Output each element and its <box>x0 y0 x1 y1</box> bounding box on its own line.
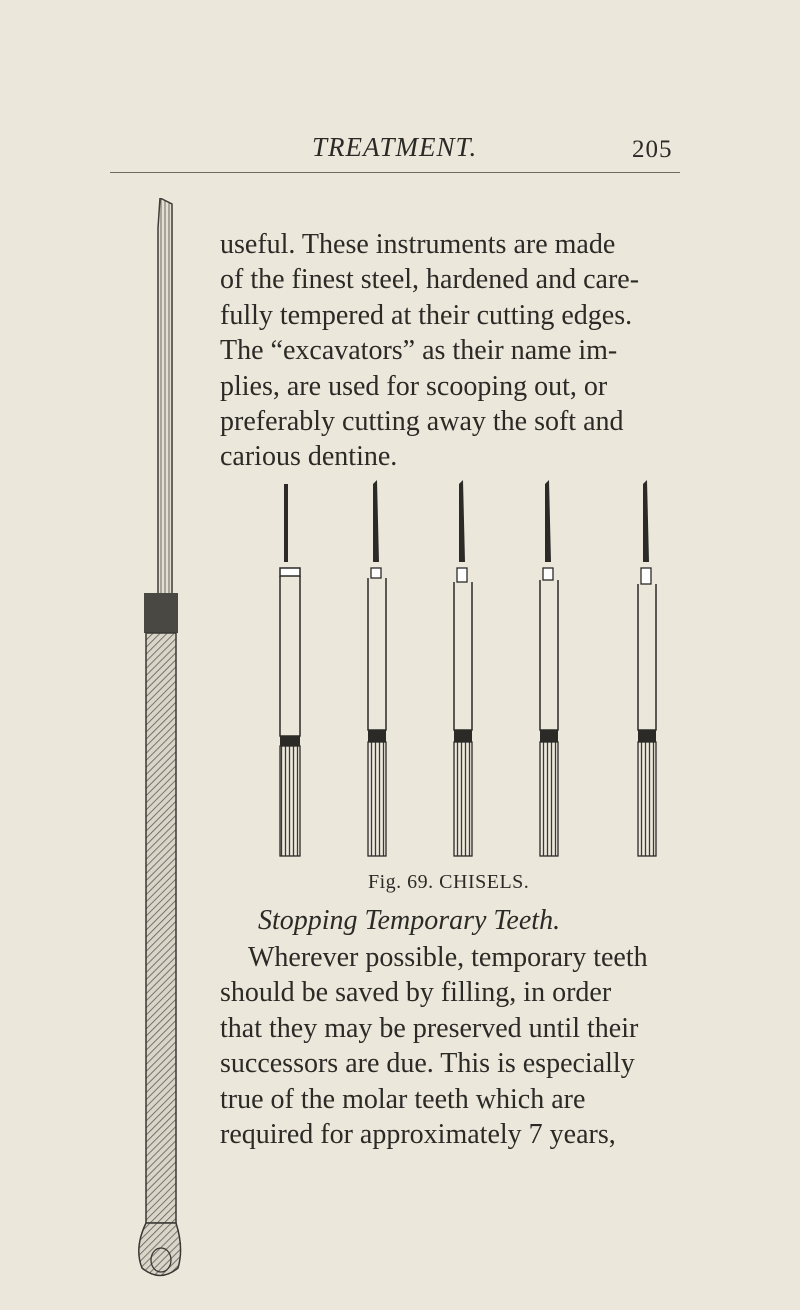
chisels-figure <box>240 478 700 878</box>
chisel-3 <box>454 480 472 856</box>
chisel-4 <box>540 480 558 856</box>
text-line: of the finest steel, hardened and care- <box>220 264 640 296</box>
section-heading: Stopping Temporary Teeth. <box>258 905 561 936</box>
text-line: carious dentine. <box>220 441 398 473</box>
text-line: Wherever possible, temporary teeth <box>248 942 648 973</box>
text-line: preferably cutting away the soft and <box>220 406 624 438</box>
running-head <box>0 128 800 168</box>
chisel-2 <box>368 480 386 856</box>
text-line: The “excavators” as their name im- <box>220 335 618 367</box>
text-line: that they may be preserved until their <box>220 1012 639 1044</box>
text-line: successors are due. This is especially <box>220 1048 635 1080</box>
text-line: required for approximately 7 years, <box>220 1119 616 1151</box>
figure-caption: Fig. 69. CHISELS. <box>368 871 530 893</box>
running-title: TREATMENT. <box>312 132 478 162</box>
header-rule <box>110 172 680 173</box>
chisel-1 <box>280 484 300 856</box>
text-line: should be saved by filling, in order <box>220 977 612 1009</box>
text-line: fully tempered at their cutting edges. <box>220 299 633 331</box>
side-instrument-illustration <box>128 198 198 1278</box>
text-line: plies, are used for scooping out, or <box>220 370 608 402</box>
text-line: useful. These instruments are made <box>220 229 616 260</box>
chisel-5 <box>638 480 656 856</box>
page-number: 205 <box>632 136 673 163</box>
paragraph-1 <box>220 227 700 475</box>
paragraph-2 <box>220 940 700 1152</box>
text-line: true of the molar teeth which are <box>220 1083 586 1115</box>
